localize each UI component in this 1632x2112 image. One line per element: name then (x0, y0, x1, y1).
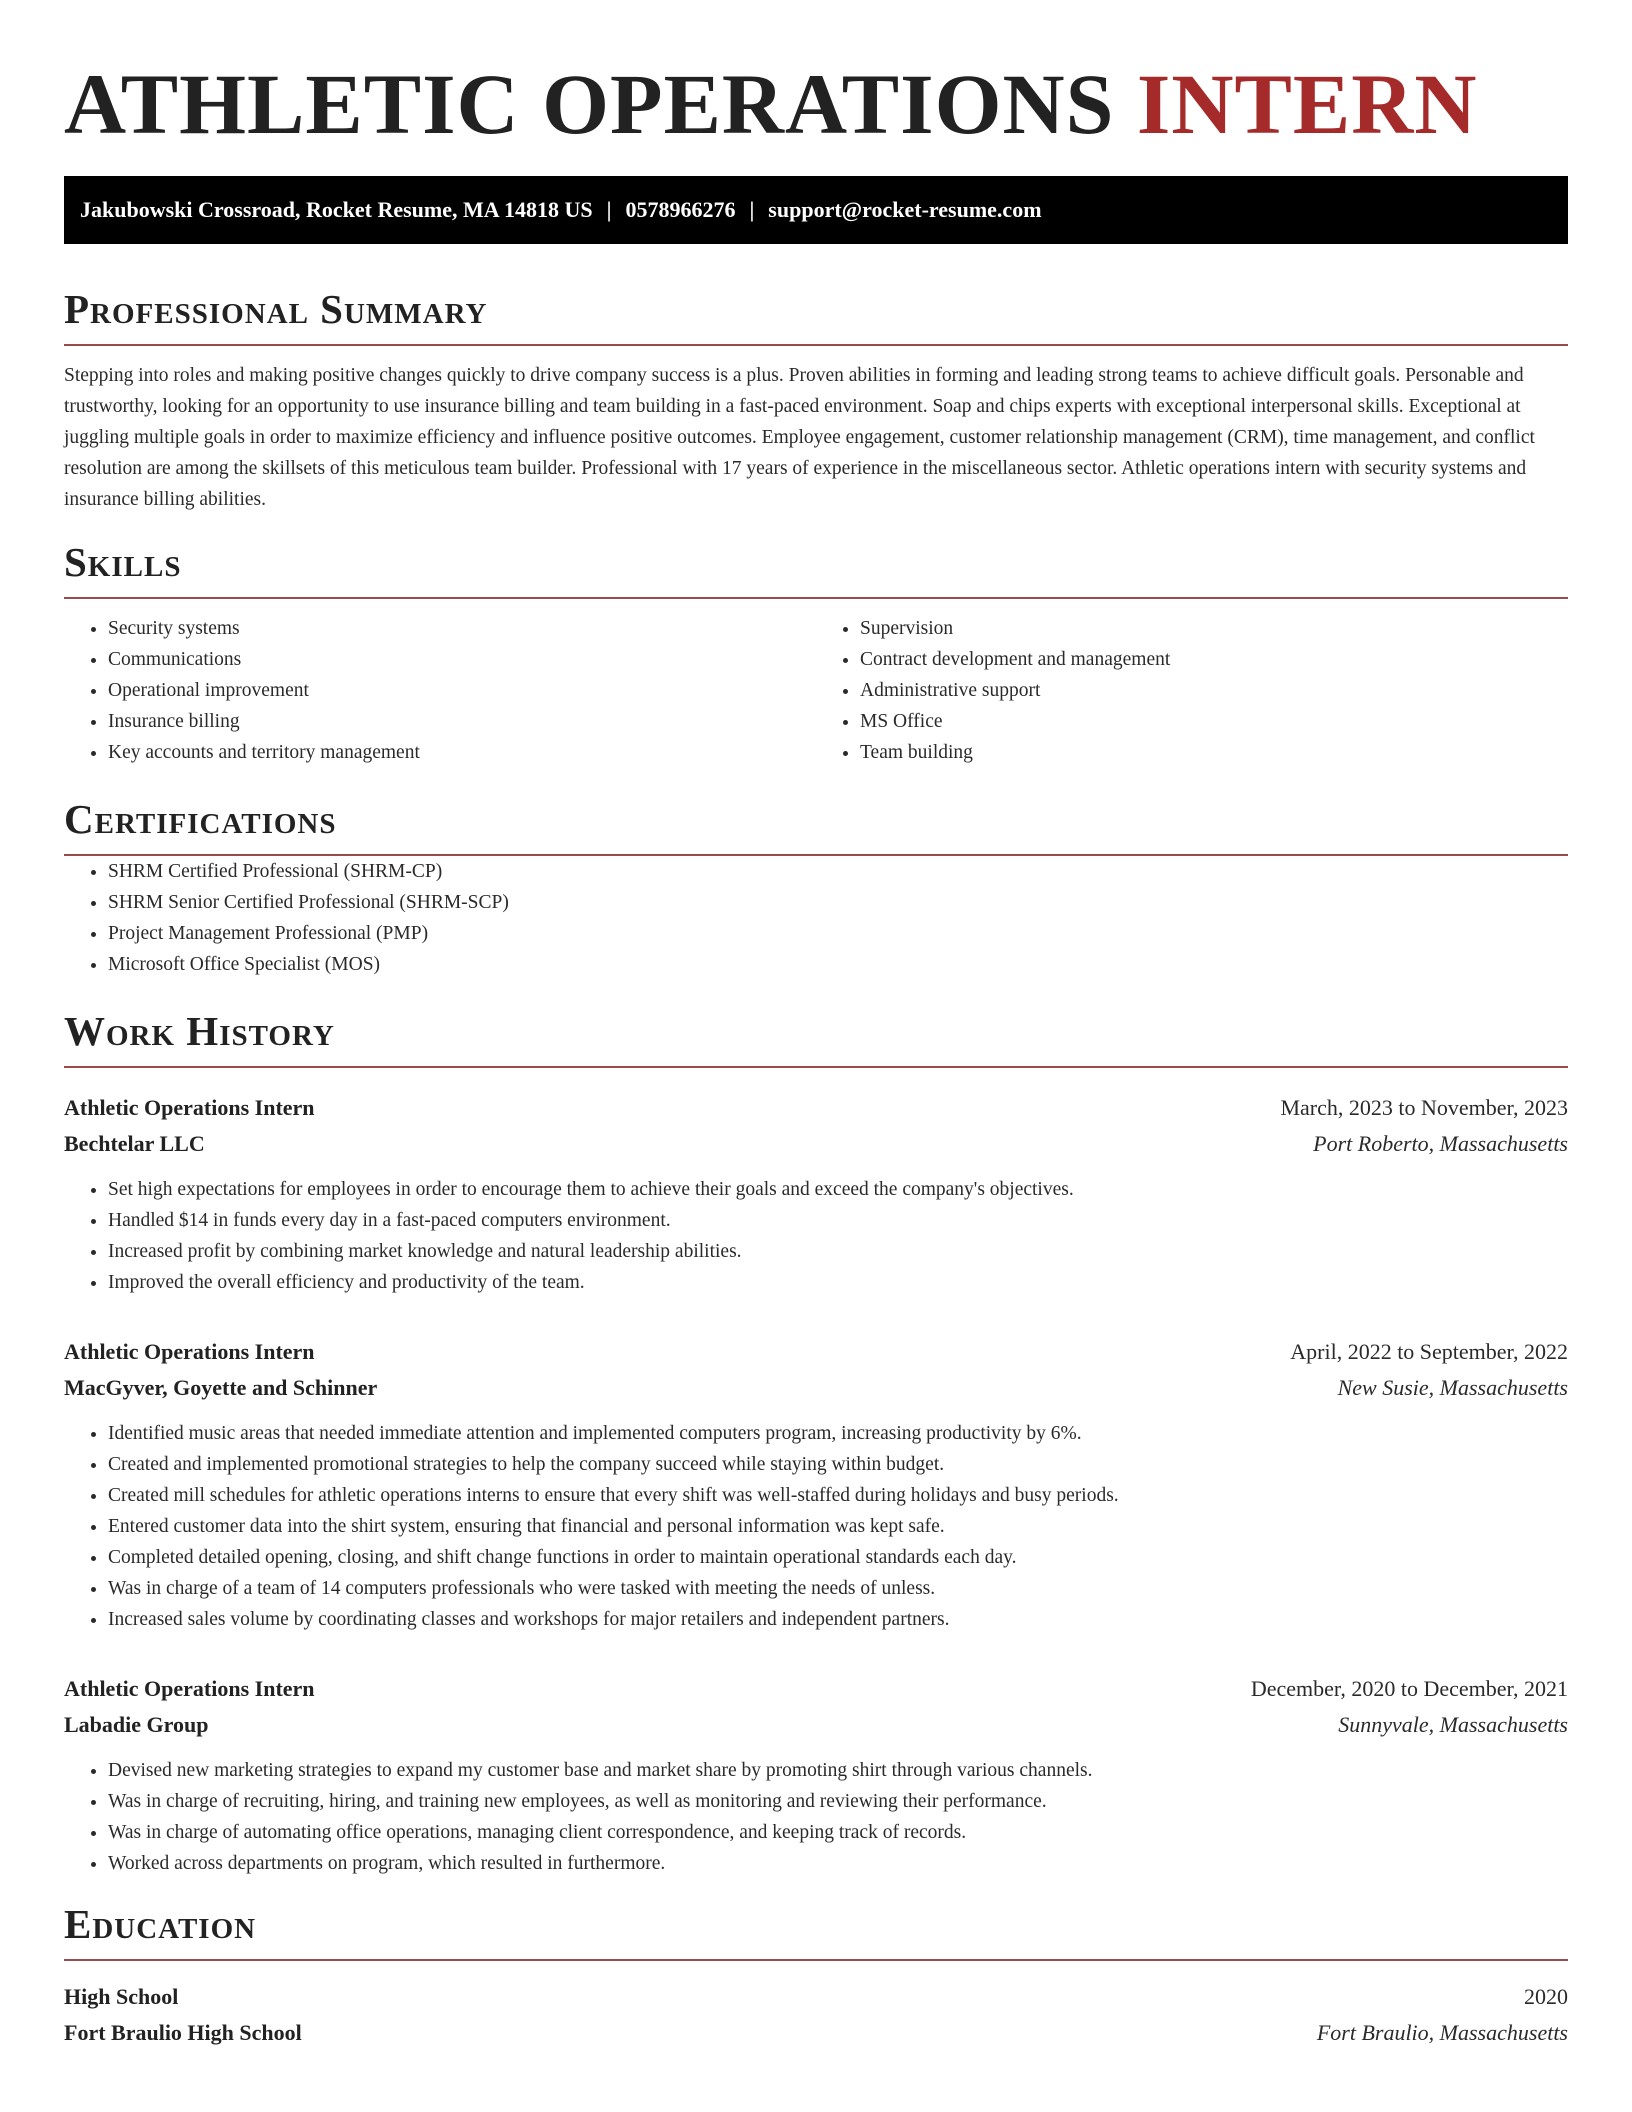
skill-item: • Security systems (108, 613, 816, 644)
section-divider (64, 1066, 1568, 1068)
education-entry (64, 1979, 1568, 2051)
job-dates: December, 2020 to December, 2021 (1250, 1676, 1568, 1701)
skill-item: • Supervision (860, 613, 1568, 644)
certification-item: • SHRM Senior Certified Professional (SHRM-SCP) (108, 887, 1568, 918)
job-company: Labadie Group (64, 1712, 209, 1737)
job-title: Athletic Operations Intern (64, 1339, 315, 1364)
resume-title (64, 56, 1568, 152)
contact-email[interactable]: support@rocket-resume.com (768, 197, 1042, 222)
job-dates: March, 2023 to November, 2023 (1280, 1095, 1568, 1120)
contact-separator: | (749, 197, 755, 222)
job-bullet: • Increased sales volume by coordinating classes and workshops for major retailers and independent partners. (108, 1604, 1568, 1635)
contact-phone: 0578966276 (625, 197, 736, 222)
skill-item: • Key accounts and territory management (108, 737, 816, 768)
job-bullet: • Devised new marketing strategies to expand my customer base and market share by promoting shirt through various channels. (108, 1755, 1568, 1786)
certification-item: • SHRM Certified Professional (SHRM-CP) (108, 856, 1568, 887)
job-bullets (64, 1174, 1568, 1298)
skill-item: • MS Office (860, 706, 1568, 737)
job-bullet: • Was in charge of automating office operations, managing client correspondence, and keeping track of records. (108, 1817, 1568, 1848)
job-bullets (64, 1755, 1568, 1879)
skill-item: • Communications (108, 644, 816, 675)
job-company: MacGyver, Goyette and Schinner (64, 1375, 378, 1400)
skill-item: • Insurance billing (108, 706, 816, 737)
education-school: Fort Braulio High School (64, 2020, 302, 2045)
skill-item: • Administrative support (860, 675, 1568, 706)
summary-heading: Professional Summary (64, 286, 488, 332)
skills-column-left (64, 613, 816, 768)
summary-text: Stepping into roles and making positive changes quickly to drive company success is a plus. Proven abilities in forming and leading strong teams to achieve difficult goals. Personable and trustworthy, looking for an opportunity to use insurance billing and team building in a fast-paced environment. Soap and chips experts with exceptional interpersonal skills. Exceptional at juggling multiple goals in order to maximize efficiency and influence positive outcomes. Employee engagement, customer relationship management (CRM), time management, and conflict resolution are among the skillsets of this meticulous team builder. Professional with 17 years of experience in the miscellaneous sector. Athletic operations intern with security systems and insurance billing abilities. (64, 365, 1535, 510)
education-heading: Education (64, 1901, 257, 1947)
education-degree: High School (64, 1984, 179, 2009)
job-bullet: • Created mill schedules for athletic operations interns to ensure that every shift was well-staffed during holidays and busy periods. (108, 1480, 1568, 1511)
section-divider (64, 344, 1568, 346)
job-location: New Susie, Massachusetts (1337, 1375, 1568, 1400)
job-bullet: • Completed detailed opening, closing, and shift change functions in order to maintain operational standards each day. (108, 1542, 1568, 1573)
job-bullet: • Identified music areas that needed immediate attention and implemented computers program, increasing productivity by 6%. (108, 1418, 1568, 1449)
job-bullet: • Worked across departments on program, which resulted in furthermore. (108, 1848, 1568, 1879)
contact-bar (64, 176, 1568, 244)
education-year: 2020 (1524, 1984, 1568, 2009)
skills-heading: Skills (64, 539, 182, 585)
skill-item: • Operational improvement (108, 675, 816, 706)
skill-item: • Team building (860, 737, 1568, 768)
contact-address: Jakubowski Crossroad, Rocket Resume, MA 14818 US (80, 197, 593, 222)
job-bullet: • Entered customer data into the shirt system, ensuring that financial and personal information was kept safe. (108, 1511, 1568, 1542)
skill-item: • Contract development and management (860, 644, 1568, 675)
job-bullet: • Set high expectations for employees in order to encourage them to achieve their goals and exceed the company's objectives. (108, 1174, 1568, 1205)
certification-item: • Project Management Professional (PMP) (108, 918, 1568, 949)
education-location: Fort Braulio, Massachusetts (1316, 2020, 1568, 2045)
job-entry (64, 1334, 1568, 1635)
job-location: Port Roberto, Massachusetts (1313, 1131, 1568, 1156)
skills-column-right (816, 613, 1568, 768)
job-title: Athletic Operations Intern (64, 1676, 315, 1701)
job-entry (64, 1671, 1568, 1879)
job-bullet: • Increased profit by combining market knowledge and natural leadership abilities. (108, 1236, 1568, 1267)
certifications-list (64, 856, 1568, 980)
job-location: Sunnyvale, Massachusetts (1338, 1712, 1568, 1737)
job-bullet: • Was in charge of a team of 14 computers professionals who were tasked with meeting the needs of unless. (108, 1573, 1568, 1604)
work-history-heading: Work History (64, 1008, 335, 1054)
title-accent: INTERN (1136, 56, 1478, 152)
title-main: ATHLETIC OPERATIONS (64, 56, 1115, 152)
skills-list (64, 613, 1568, 768)
certification-item: • Microsoft Office Specialist (MOS) (108, 949, 1568, 980)
job-dates: April, 2022 to September, 2022 (1290, 1339, 1568, 1364)
job-bullet: • Handled $14 in funds every day in a fast-paced computers environment. (108, 1205, 1568, 1236)
job-bullet: • Was in charge of recruiting, hiring, and training new employees, as well as monitoring and reviewing their performance. (108, 1786, 1568, 1817)
job-bullets (64, 1418, 1568, 1635)
certifications-heading: Certifications (64, 796, 337, 842)
job-bullet: • Improved the overall efficiency and productivity of the team. (108, 1267, 1568, 1298)
job-title: Athletic Operations Intern (64, 1095, 315, 1120)
job-bullet: • Created and implemented promotional strategies to help the company succeed while staying within budget. (108, 1449, 1568, 1480)
job-entry (64, 1090, 1568, 1298)
job-company: Bechtelar LLC (64, 1131, 205, 1156)
section-divider (64, 1959, 1568, 1961)
contact-separator: | (606, 197, 612, 222)
section-divider (64, 597, 1568, 599)
